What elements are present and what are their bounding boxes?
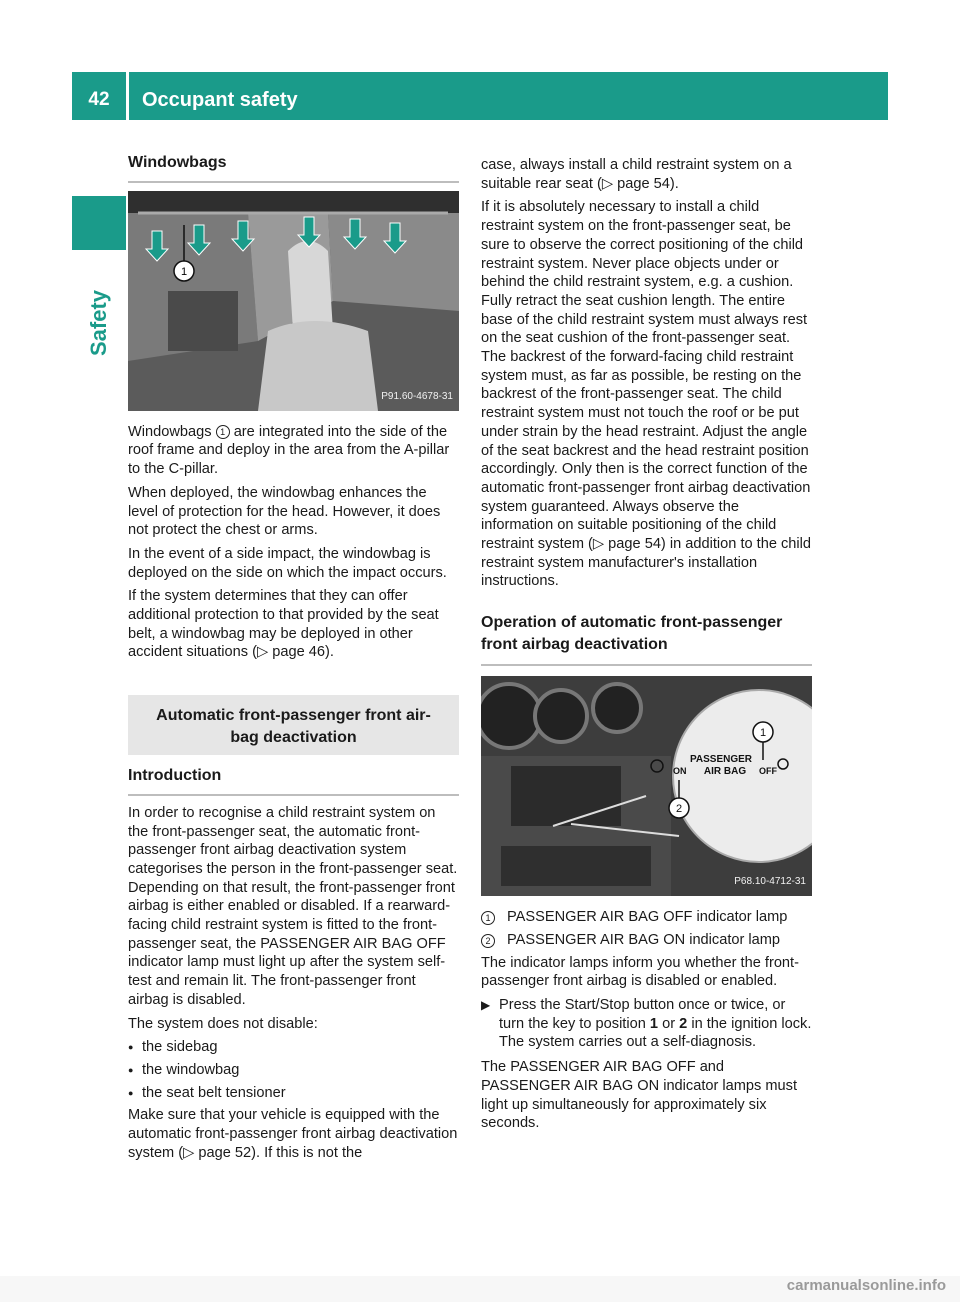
list-item: ● the windowbag — [128, 1061, 459, 1080]
right-column — [481, 156, 812, 1138]
lamps-para: The indicator lamps inform you whether the front-passenger front airbag is disabled or enabled. — [481, 954, 799, 990]
fig-label-bottom: AIR BAG — [703, 766, 747, 778]
windowbags-para-2: When deployed, the windowbag enhances the level of protection for the head. However, it does not protect the chest or arms. — [128, 484, 441, 539]
indicator-figure — [481, 676, 812, 896]
fig-off-label: OFF — [759, 766, 777, 777]
chapter-title: Occupant safety — [142, 89, 298, 111]
fig-label-top: PASSENGER — [689, 754, 753, 766]
side-tab — [82, 289, 116, 357]
child-restraint-para: If it is absolutely necessary to install a child restraint system on the front-passenger seat, be sure to observe the correct positioning of the child restraint system. Never place objects under or behind the child restraint system, e.g. a cushion. Fully retract the seat cushion length. The entire base of the child restraint system must always rest on the seat cushion of the front-passenger seat. The backrest of the forward-facing child restraint system must, as far as possible, be resting on the backrest of the front-passenger seat. The child restraint system must not touch the roof or be put under strain by the head restraint. Adjust the angle of the seat backrest and the head restraint position accordingly. Only then is the correct function of the automatic front-passenger front airbag deactivation system guaranteed. Always observe the information on suitable positioning of the child restraint system (▷ page 54) in addition to the child restraint system manufacturer's installation instructions. — [481, 199, 812, 590]
windowbags-para-1: Windowbags 1 are integrated into the side of the roof frame and deploy in the area from the A-pillar to the C-pillar. — [128, 423, 450, 478]
equipment-para: Make sure that your vehicle is equipped with the automatic front-passenger front airbag deactivation system (▷ page 52). If this is not the — [128, 1107, 458, 1161]
figure-code: P68.10-4712-31 — [734, 876, 806, 888]
callout-1-text: 1 — [180, 265, 188, 278]
windowbags-figure — [128, 191, 459, 411]
instruction-note: The system carries out a self-diagnosis. — [499, 1034, 757, 1051]
ref-1-icon: 1 — [216, 425, 230, 439]
legend-item: 2 PASSENGER AIR BAG ON indicator lamp — [481, 931, 812, 950]
side-marker — [72, 196, 126, 250]
ref-2-icon: 2 — [481, 934, 495, 948]
windowbags-para-3: In the event of a side impact, the windowbag is deployed on the side on which the impact occurs. — [128, 545, 447, 581]
header-divider — [126, 72, 129, 120]
legend-item: 1 PASSENGER AIR BAG OFF indicator lamp — [481, 908, 812, 927]
dashboard-illustration — [481, 676, 812, 896]
figure-code: P91.60-4678-31 — [381, 391, 453, 402]
list-item: ● the seat belt tensioner — [128, 1084, 459, 1103]
instruction-arrow-icon: ▶ — [481, 997, 491, 1012]
side-tab-label: Safety — [86, 289, 111, 357]
operation-heading: Operation of automatic front-passenger front airbag deactivation — [481, 612, 812, 666]
introduction-para: In order to recognise a child restraint system on the front-passenger seat, the automatic front-passenger front airbag deactivation system categorises the person in the front-passenger seat. Depending on that result, the front-passenger front airbag is either enabled or disabled. If a rearward-facing child restraint system is fitted to the front-passenger seat, the PASSENGER AIR BAG OFF indicator lamp must light up after the system self-test and remain lit. The front-passenger front airbag is disabled. — [128, 804, 458, 1008]
callout-2-text: 2 — [675, 803, 683, 816]
callout-1-text: 1 — [759, 727, 767, 740]
windowbags-heading: Windowbags — [128, 154, 459, 183]
final-para: The PASSENGER AIR BAG OFF and PASSENGER AIR BAG ON indicator lamps must light up simultaneously for approximately six seconds. — [481, 1059, 798, 1132]
instruction-step: ▶ Press the Start/Stop button once or twice, or turn the key to position 1 or 2 in the ignition lock. The system carries out a self-diagnosis. — [481, 996, 812, 1051]
introduction-heading: Introduction — [128, 767, 459, 796]
windowbags-para-4: If the system determines that they can offer additional protection to that provided by the seat belt, a windowbag may be deployed in other accident situations (▷ page 46). — [128, 588, 439, 661]
windowbags-illustration — [128, 191, 459, 411]
list-item: ● the sidebag — [128, 1038, 459, 1057]
section-heading: Automatic front-passenger front air-bag deactivation — [128, 695, 459, 755]
page-number: 42 — [88, 89, 110, 110]
continuation-para: case, always install a child restraint system on a suitable rear seat (▷ page 54). — [481, 157, 792, 192]
left-column — [128, 150, 459, 1168]
ref-1-icon: 1 — [481, 911, 495, 925]
fig-on-label: ON — [673, 766, 687, 777]
not-disable-label: The system does not disable: — [128, 1015, 318, 1032]
footer-site: carmanualsonline.info — [786, 1277, 946, 1294]
